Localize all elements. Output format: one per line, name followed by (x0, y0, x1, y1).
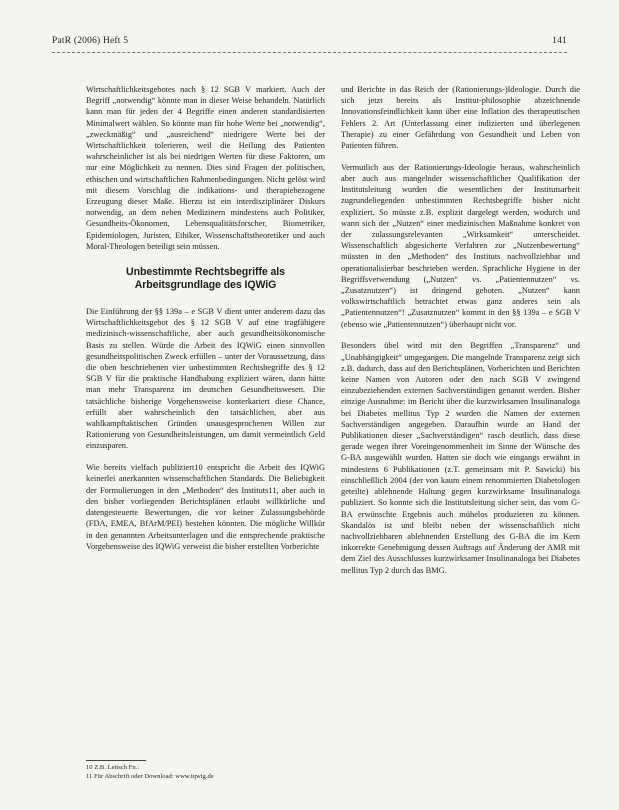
paragraph: Wirtschaftlichkeitsgebotes nach § 12 SGB V markiert. Auch der Begriff „notwendig“ könnte man in dieser Weise behandeln. Natürlich kann man für jeden der 4 Begriffe einen anderen standardisierten Minimalwert wählen. So könnte man für hohe Werte bei „notwendig“, „zweckmäßig“ und „ausreichend“ niedrigere Werte bei der Wirtschaftlichkeit tolerieren, weil die Heilung des Patienten wahrscheinlicher ist als bei niedrigen Werten für diese Faktoren, um nur eine Möglichkeit zu nennen. Dies sind Fragen der politischen, ethischen und wirtschaftlichen Rahmenbedingungen. Nicht gelöst wird mit diesem Vorschlag die indikations- und therapiebezogene Erzeugung dieser Maße. Hierzu ist ein interdisziplinärer Diskurs notwendig, an dem neben Medizinern mindestens auch Politiker, Gesundheits-Ökonomen, Lebensqualitätsforscher, Biometriker, Epidemiologen, Juristen, Ethiker, Wissenschaftstheoretiker und auch Moral-Theologen beteiligt sein müssen. (86, 85, 325, 251)
page-number: 141 (552, 36, 567, 46)
footnotes (86, 764, 325, 781)
running-header (52, 36, 567, 46)
footnote-10: 10 Z.B. Leitsch Fn.: (86, 764, 140, 771)
paragraph: Vermutlich aus der Rationierungs-Ideologie heraus, wahrscheinlich aber auch aus mangelnder wissenschaftlicher Qualifikation der Institutsleitung wurden die wesentlichen der Institutsarbeit zugrundeliegenden unbestimmten Rechtsbegriffe bisher nicht expliziert. So müsste z.B. explizit dargelegt werden, wodurch und wann sich der „Nutzen“ einer medizinischen Maßnahme konkret von der zulassungsrelevanten „Wirksamkeit“ unterscheidet. Wissenschaftlich abgesicherte Verfahren zur „Nutzenbewertung“ müssten in den „Methoden“ des Instituts nachvollziehbar und operationalisierbar beschrieben werden. Sprachliche Hygiene in der Begriffsverwendung („Nutzen“ vs. „Patientennutzen“ vs. „Zusatznutzen“) ist dringend geboten. „Nutzen“ kann volkswirtschaftlich betrachtet etwas ganz anderes sein als „Patientennutzen“! „Zusatznutzen“ kommt in den §§ 139a – e SGB V (ebenso wie „Patientennutzen“) überhaupt nicht vor. (341, 162, 580, 329)
footnote-divider (86, 760, 146, 761)
section-heading: Unbestimmte Rechtsbegriffe als Arbeitsgrundlage des IQWiG (126, 266, 285, 292)
paragraph: und Berichte in das Reich der (Rationierungs-)Ideologie. Durch die sich jetzt bereits als Institut-philosophie abzeichnende Innovationsfeindlichkeit kann über eine Inflation des therapeutischen Fehlers 2. Art (Unterlassung einer indizierten und überlegenen Therapie) zu einer Gefährdung von Gesundheit und Leben von Patienten führen. (341, 85, 580, 151)
paragraph: Wie bereits vielfach publiziert10 entspricht die Arbeit des IQWiG keinerlei anerkannten wissenschaftlichen Standards. Die Beliebigkeit der Formulierungen in den „Methoden“ des Instituts11, aber auch in den bisher vorliegenden Berichtsplänen erlaubt willkürliche und datengesteuerte Bewertungen, die vor keiner Zulassungsbehörde (FDA, EMEA, BfArM/PEI) bestehen könnten. Die mögliche Willkür in den genannten Arbeitsunterlagen und die entsprechende praktische Vorgehensweise des IQWiG verweist die bisher erstellten Vorberichte (86, 463, 325, 551)
journal-reference: PatR (2006) Heft 5 (52, 36, 129, 46)
left-column (86, 84, 325, 563)
paragraph: Besonders übel wird mit den Begriffen „Transparenz“ und „Unabhängigkeit“ umgegangen. Die mangelnde Transparenz zeigt sich z.B. dadurch, dass auf den Berichtsplänen, Vorberichten und Berichten keine Namen von Autoren oder den nach SGB V zwingend einzubeziehenden externen Sachverständigen genannt werden. Bisher einzige Ausnahme: im Bericht über die kurzwirksamen Insulinanaloga bei Diabetes mellitus Typ 2 wurden die Namen der externen Sachverständigen angegeben. Daraufhin wurde an Hand der Publikationen dieser „Sachverständigen“ rasch deutlich, dass diese gerade wegen ihrer Voreingenommenheit im Sinne der Wünsche des G-BA ausgewählt wurden. Hatten sie doch wie eingangs erwähnt in mindestens 6 Publikationen (z.T. gemeinsam mit P. Sawicki) bis einschließlich 2004 (der von kaum einem renommierten Diabetologen geteilte) ablehnende Haltung gegen kurzwirksame Insulinanaloga publiziert. So konnte sich die Institutsleitung sicher sein, das vom G-BA erwünschte Ergebnis auch mühelos produzieren zu können. Skandalös ist und bleibt neben der wissenschaftlich nicht nachvollziehbaren ablehnenden Erstellung des G-BA die im Kern inkorrekte Genehmigung dessen Auftrags auf Änderung der AMR mit dem Ziel des Ausschlusses kurzwirksamer Insulinanaloga bei Diabetes mellitus Typ 2 durch das BMG. (341, 341, 580, 575)
header-divider (52, 52, 567, 53)
right-column (341, 84, 580, 586)
paragraph: Die Einführung der §§ 139a – e SGB V dient unter anderem dazu das Wirtschaftlichkeitsgebot des § 12 SGB V auf eine tragfähigere medizinisch-wissenschaftliche, aber auch gesundheitsökonomische Basis zu stellen. Würde die Arbeit des IQWiG einen sinnvollen gesundheitspolitischen Zweck erfüllen – unter der Voraussetzung, dass die oben beschriebenen vier unbestimmten Rechtsbegriffe des § 12 SGB V für die praktische Handhabung expliziert wären, dann hätte man mehr Transparenz im deutschen Gesundheitswesen. Die tatsächliche bisherige Vorgehensweise konterkariert diese Chance, erfüllt aber wahrscheinlich den tatsächlichen, aber aus wahlkampftaktischen Gründen unausgesprochenen Willen zur Rationierung von Gesundheitsleistungen, um damit vermeintlich Geld einzusparen. (86, 307, 325, 451)
footnote-11: 11 Für Abschrift oder Download: www.iqwig.de (86, 772, 214, 780)
